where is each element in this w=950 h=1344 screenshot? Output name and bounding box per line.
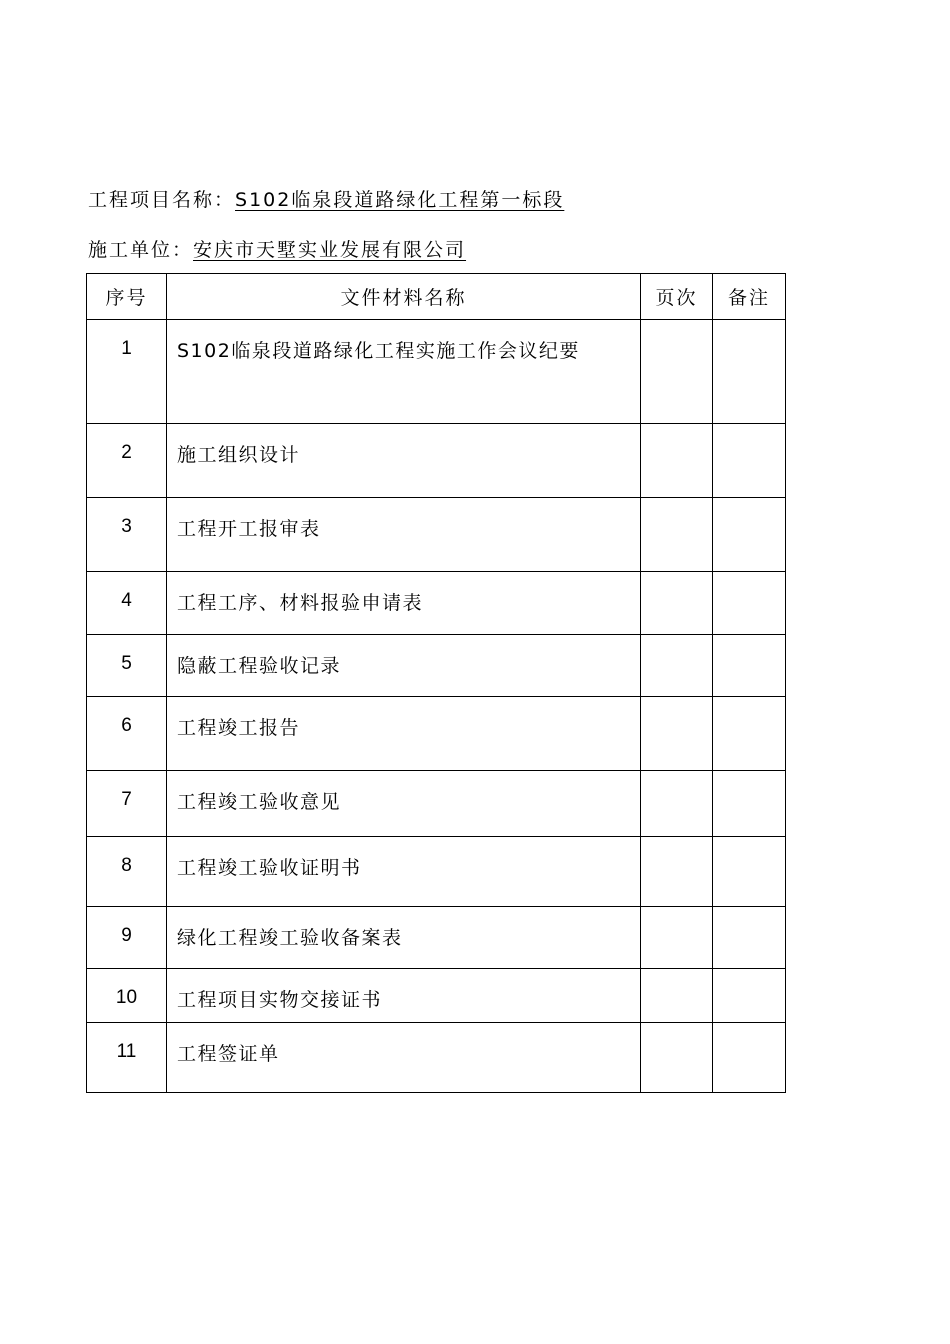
table-row bbox=[87, 635, 786, 697]
row-document-name: 工程签证单 bbox=[167, 1023, 641, 1093]
construction-unit-line bbox=[88, 237, 466, 263]
table-row bbox=[87, 837, 786, 907]
table-row bbox=[87, 771, 786, 837]
row-document-name: 施工组织设计 bbox=[167, 424, 641, 498]
row-pages bbox=[641, 969, 713, 1023]
table-row bbox=[87, 969, 786, 1023]
row-notes bbox=[713, 1023, 786, 1093]
row-number: 11 bbox=[87, 1023, 167, 1093]
row-document-name: S102临泉段道路绿化工程实施工作会议纪要 bbox=[167, 320, 641, 424]
row-pages bbox=[641, 907, 713, 969]
row-pages bbox=[641, 837, 713, 907]
row-number: 10 bbox=[87, 969, 167, 1023]
row-notes bbox=[713, 635, 786, 697]
row-notes bbox=[713, 837, 786, 907]
row-number: 8 bbox=[87, 837, 167, 907]
column-header-document-name: 文件材料名称 bbox=[167, 274, 641, 320]
row-document-name: 隐蔽工程验收记录 bbox=[167, 635, 641, 697]
row-number: 9 bbox=[87, 907, 167, 969]
construction-unit-value: 安庆市天墅实业发展有限公司 bbox=[193, 239, 467, 261]
row-notes bbox=[713, 697, 786, 771]
row-document-name: 工程竣工验收意见 bbox=[167, 771, 641, 837]
row-number: 4 bbox=[87, 572, 167, 635]
row-notes bbox=[713, 771, 786, 837]
row-document-name: 工程工序、材料报验申请表 bbox=[167, 572, 641, 635]
row-pages bbox=[641, 697, 713, 771]
document-list-table bbox=[86, 273, 786, 1093]
row-document-name: 工程项目实物交接证书 bbox=[167, 969, 641, 1023]
row-notes bbox=[713, 969, 786, 1023]
row-number: 2 bbox=[87, 424, 167, 498]
row-document-name: 工程开工报审表 bbox=[167, 498, 641, 572]
construction-unit-label: 施工单位： bbox=[88, 239, 194, 261]
project-name-label: 工程项目名称： bbox=[88, 189, 236, 211]
table-row bbox=[87, 907, 786, 969]
row-number: 6 bbox=[87, 697, 167, 771]
row-pages bbox=[641, 572, 713, 635]
row-document-name: 绿化工程竣工验收备案表 bbox=[167, 907, 641, 969]
row-pages bbox=[641, 424, 713, 498]
project-name-line bbox=[88, 187, 564, 213]
row-pages bbox=[641, 635, 713, 697]
row-pages bbox=[641, 320, 713, 424]
row-number: 1 bbox=[87, 320, 167, 424]
row-notes bbox=[713, 498, 786, 572]
row-notes bbox=[713, 907, 786, 969]
row-document-name: 工程竣工验收证明书 bbox=[167, 837, 641, 907]
row-document-name: 工程竣工报告 bbox=[167, 697, 641, 771]
table-row bbox=[87, 320, 786, 424]
project-name-value: S102临泉段道路绿化工程第一标段 bbox=[235, 189, 565, 211]
row-number: 5 bbox=[87, 635, 167, 697]
row-notes bbox=[713, 320, 786, 424]
row-pages bbox=[641, 498, 713, 572]
row-number: 3 bbox=[87, 498, 167, 572]
column-header-pages: 页次 bbox=[641, 274, 713, 320]
row-number: 7 bbox=[87, 771, 167, 837]
row-pages bbox=[641, 1023, 713, 1093]
row-notes bbox=[713, 572, 786, 635]
table-row bbox=[87, 697, 786, 771]
column-header-number: 序号 bbox=[87, 274, 167, 320]
column-header-notes: 备注 bbox=[713, 274, 786, 320]
row-pages bbox=[641, 771, 713, 837]
table-row bbox=[87, 498, 786, 572]
table-row bbox=[87, 424, 786, 498]
table-row bbox=[87, 572, 786, 635]
table-header-row bbox=[87, 274, 786, 320]
row-notes bbox=[713, 424, 786, 498]
table-row bbox=[87, 1023, 786, 1093]
